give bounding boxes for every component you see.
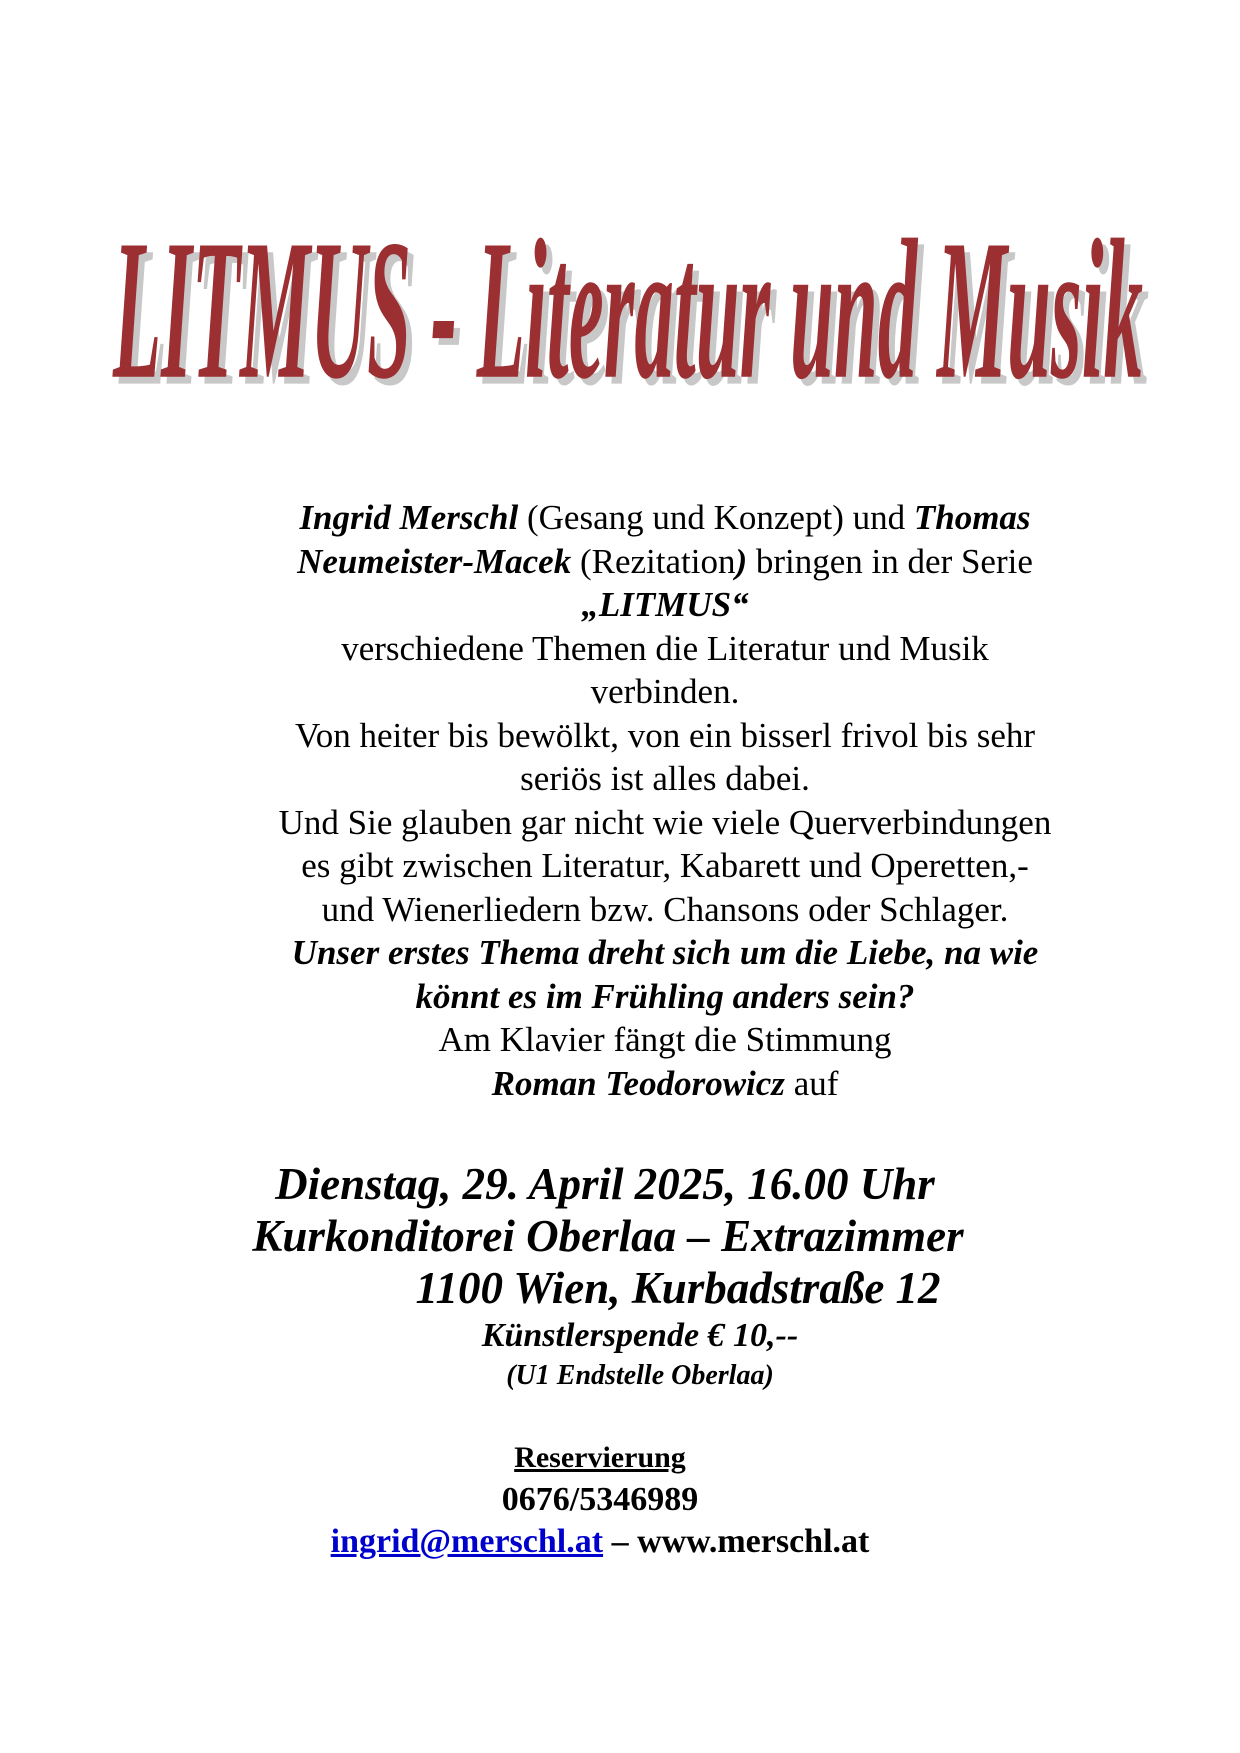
intro-series-text: bringen in der Serie bbox=[747, 541, 1033, 581]
piano-line: Am Klavier fängt die Stimmung bbox=[438, 1020, 892, 1059]
closing-paren: ) bbox=[735, 541, 748, 581]
title-graphic bbox=[110, 225, 1150, 435]
email-link[interactable]: ingrid@merschl.at bbox=[330, 1523, 604, 1560]
event-venue: Kurkonditorei Oberlaa – Extrazimmer bbox=[252, 1211, 964, 1261]
contact-block bbox=[200, 1437, 1000, 1563]
performer-role-2: (Rezitation bbox=[571, 541, 736, 581]
performer-name-2a: Thomas bbox=[913, 498, 1031, 537]
performer-role-1: (Gesang und Konzept) und bbox=[518, 498, 914, 537]
series-name: „LITMUS“ bbox=[581, 585, 749, 624]
intro-line-8: Und Sie glauben gar nicht wie viele Querverbindungen bbox=[278, 802, 1052, 842]
event-date-time: Dienstag, 29. April 2025, 16.00 Uhr bbox=[275, 1159, 935, 1209]
intro-line-1 bbox=[230, 496, 1100, 540]
intro-line-4: verschiedene Themen die Literatur und Musik bbox=[341, 628, 989, 668]
event-donation: Künstlerspende € 10,-- bbox=[481, 1317, 799, 1354]
intro-line-5: verbinden. bbox=[590, 672, 740, 711]
event-address: 1100 Wien, Kurbadstraße 12 bbox=[415, 1263, 941, 1313]
pianist-suffix: auf bbox=[784, 1063, 839, 1103]
title-wordart bbox=[110, 225, 1150, 435]
pianist-line bbox=[230, 1062, 1100, 1106]
intro-line-7: seriös ist alles dabei. bbox=[520, 759, 810, 798]
intro-line-10: und Wienerliedern bzw. Chansons oder Schlager. bbox=[321, 889, 1009, 929]
reservation-heading: Reservierung bbox=[514, 1441, 686, 1474]
intro-line-9: es gibt zwischen Literatur, Kabarett und Operetten,- bbox=[301, 846, 1029, 885]
contact-separator: – bbox=[603, 1523, 638, 1560]
phone-number: 0676/5346989 bbox=[501, 1481, 699, 1518]
pianist-name: Roman Teodorowicz bbox=[491, 1063, 785, 1103]
intro-line-6: Von heiter bis bewölkt, von ein bisserl frivol bis sehr bbox=[294, 715, 1036, 755]
title-shadow: LITMUS - Literatur und Musik bbox=[118, 225, 1150, 428]
theme-line-1: Unser erstes Thema dreht sich um die Liebe, na wie bbox=[291, 933, 1039, 972]
intro-line-2 bbox=[230, 540, 1100, 584]
event-details bbox=[160, 1158, 1160, 1394]
theme-line-2: könnt es im Frühling anders sein? bbox=[415, 976, 915, 1016]
title-text: LITMUS - Literatur und Musik bbox=[112, 225, 1144, 421]
performer-name-1: Ingrid Merschl bbox=[299, 498, 519, 537]
event-transit: (U1 Endstelle Oberlaa) bbox=[506, 1360, 774, 1391]
intro-text bbox=[230, 496, 1100, 1105]
contact-line bbox=[200, 1521, 1000, 1563]
website-text: www.merschl.at bbox=[637, 1523, 870, 1560]
performer-name-2b: Neumeister-Macek bbox=[297, 541, 572, 581]
